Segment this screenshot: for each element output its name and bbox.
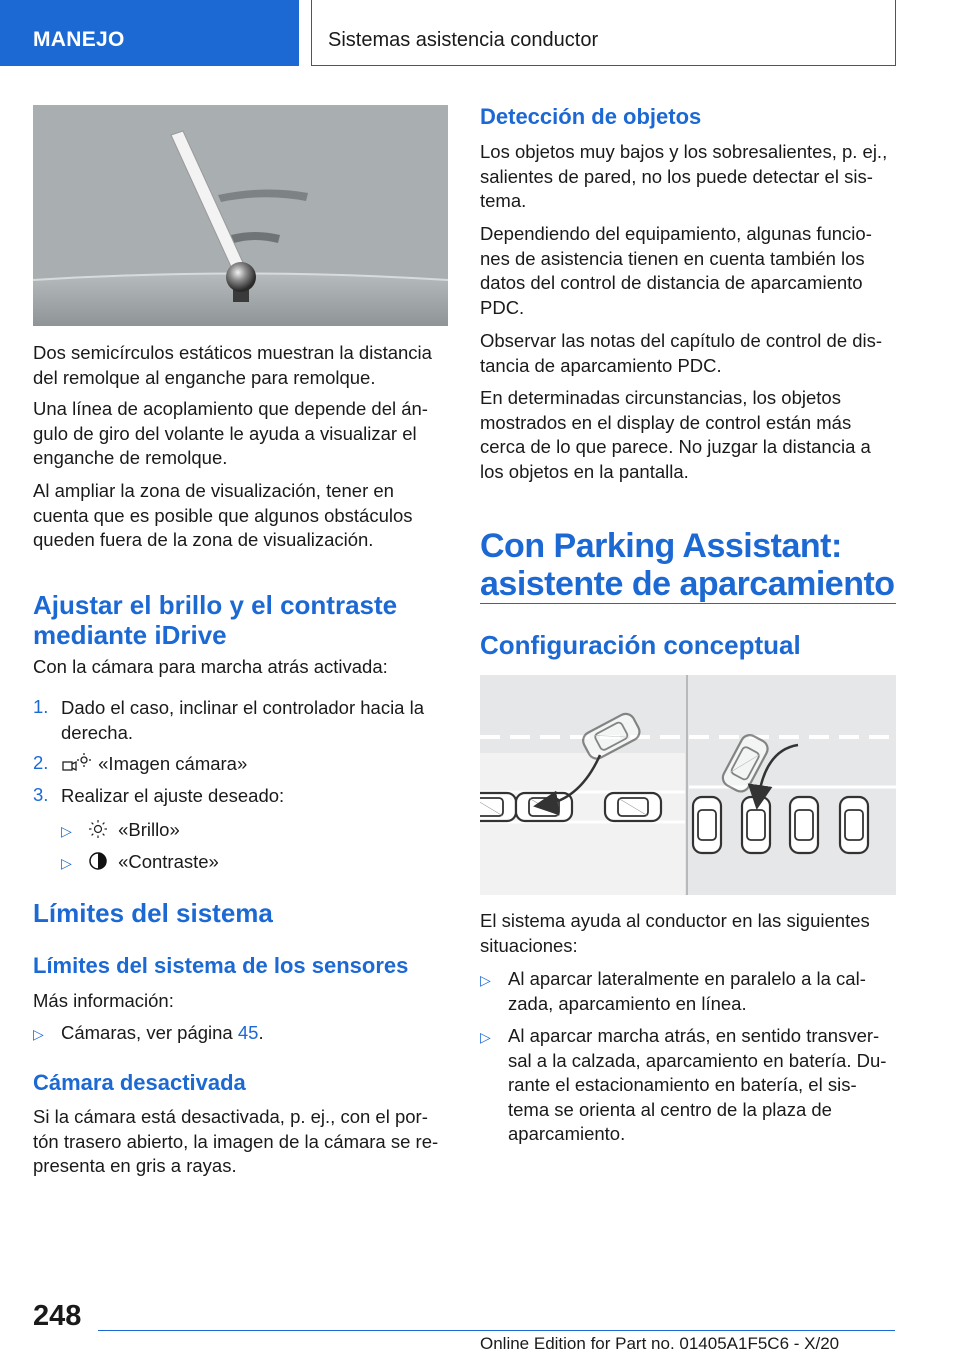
- system-limits-heading: Límites del sistema: [33, 898, 273, 928]
- option-contrast: [61, 850, 219, 876]
- parking-maneuver-illustration: [480, 675, 896, 895]
- trailer-hitch-illustration: [33, 105, 448, 326]
- heading-rule: [480, 603, 896, 604]
- contrast-option-label: «Contraste»: [118, 851, 219, 872]
- cameras-reference-period: .: [258, 1022, 264, 1043]
- chapter-tab: [311, 0, 896, 66]
- detection-para3-line2: tancia de aparcamiento PDC.: [480, 354, 722, 376]
- zoom-text-line2: cuenta que es posible que algunos obstáculos: [33, 504, 413, 526]
- steps-list: [33, 696, 448, 816]
- brightness-icon: [87, 819, 109, 839]
- step-1-number: 1.: [33, 696, 49, 717]
- detection-para1-line3: tema.: [480, 190, 527, 211]
- detection-para2-line4: PDC.: [480, 296, 525, 318]
- chapter-title: Sistemas asistencia conductor: [328, 29, 599, 51]
- assist-intro-line2: situaciones:: [480, 934, 578, 956]
- zoom-text-line3: queden fuera de la zona de visualización.: [33, 529, 374, 550]
- triangle-bullet-icon: ▷: [480, 972, 491, 988]
- perpendicular-parking-item: [480, 1024, 896, 1144]
- parallel-line1: Al aparcar lateralmente en paralelo a la cal-: [508, 968, 866, 989]
- detection-para4-line3: cerca de lo que parece. No juzgar la distancia a: [480, 436, 871, 457]
- edition-info: Online Edition for Part no. 01405A1F5C6 - X/20: [480, 1334, 840, 1353]
- detection-para1-line2: salientes de pared, no los puede detectar el sis-: [480, 165, 873, 187]
- triangle-bullet-icon: ▷: [33, 1026, 44, 1042]
- parallel-parking-item: [480, 967, 896, 1014]
- section-tab: [0, 0, 299, 66]
- perpendicular-line2: sal a la calzada, aparcamiento en batería. Du-: [508, 1049, 887, 1071]
- camera-off-line2: tón trasero abierto, la imagen de la cámara se re-: [33, 1130, 439, 1152]
- option-brightness: [61, 818, 180, 844]
- camera-off-line3: presenta en gris a rayas.: [33, 1155, 237, 1176]
- parking-assistant-heading: Con Parking Assistant: asistente de aparcamiento: [480, 527, 895, 603]
- footer-rule: [98, 1330, 895, 1331]
- page-45-link[interactable]: 45: [237, 1022, 259, 1043]
- brightness-option-label: «Brillo»: [118, 819, 180, 840]
- coupling-text-line1: Una línea de acoplamiento que depende del án-: [33, 398, 428, 419]
- detection-para2-line3: datos del control de distancia de aparcamiento: [480, 272, 863, 293]
- cameras-reference-text: Cámaras, ver página: [61, 1022, 233, 1043]
- object-detection-heading: Detección de objetos: [480, 104, 702, 129]
- detection-para3-line1: Observar las notas del capítulo de control de dis-: [480, 330, 883, 351]
- detection-para4-line4: los objetos en la pantalla.: [480, 460, 689, 482]
- perpendicular-line5: aparcamiento.: [508, 1123, 626, 1144]
- perpendicular-line1: Al aparcar marcha atrás, en sentido transver-: [508, 1025, 880, 1046]
- step-2-text: «Imagen cámara»: [98, 753, 248, 774]
- detection-para4-line1: En determinadas circunstancias, los objetos: [480, 387, 841, 408]
- step-3-number: 3.: [33, 784, 49, 805]
- detection-para4-line2: mostrados en el display de control están más: [480, 411, 852, 433]
- cameras-reference-item: [33, 1021, 264, 1047]
- step-3-text: Realizar el ajuste deseado:: [61, 785, 285, 806]
- distance-text-line2: del remolque al enganche para remolque.: [33, 366, 376, 388]
- camera-off-heading: Cámara desactivada: [33, 1070, 246, 1095]
- step-1-text-line2: derecha.: [61, 721, 133, 743]
- perpendicular-line4: tema se orienta al centro de la plaza de: [508, 1098, 832, 1120]
- camera-settings-icon: [61, 752, 93, 774]
- step-2-number: 2.: [33, 752, 49, 773]
- perpendicular-line3: rante el estacionamiento en batería, el sis-: [508, 1074, 857, 1095]
- zoom-text-line1: Al ampliar la zona de visualización, tener en: [33, 480, 394, 501]
- assist-intro-line1: El sistema ayuda al conductor en las siguientes: [480, 910, 870, 931]
- contrast-icon: [87, 851, 109, 871]
- detection-para2-line2: nes de asistencia tienen en cuenta también los: [480, 247, 865, 269]
- section-title: MANEJO: [33, 28, 125, 51]
- coupling-text-line2: gulo de giro del volante le ayuda a visualizar el: [33, 422, 417, 444]
- triangle-bullet-icon: ▷: [480, 1029, 491, 1045]
- camera-off-line1: Si la cámara está desactivada, p. ej., con el por-: [33, 1106, 428, 1127]
- more-info-label: Más información:: [33, 990, 174, 1011]
- coupling-text-line3: enganche de remolque.: [33, 447, 228, 468]
- step-1-text-line1: Dado el caso, inclinar el controlador hacia la: [61, 697, 425, 718]
- triangle-bullet-icon: ▷: [61, 855, 72, 871]
- triangle-bullet-icon: ▷: [61, 823, 72, 839]
- detection-para2-line1: Dependiendo del equipamiento, algunas funcio-: [480, 223, 872, 244]
- parallel-line2: zada, aparcamiento en línea.: [508, 992, 747, 1014]
- detection-para1-line1: Los objetos muy bajos y los sobresalientes, p. ej.,: [480, 141, 888, 162]
- brightness-contrast-heading: Ajustar el brillo y el contraste mediante iDrive: [33, 590, 398, 650]
- sensor-limits-heading: Límites del sistema de los sensores: [33, 953, 409, 978]
- distance-text-line1: Dos semicírculos estáticos muestran la distancia: [33, 342, 432, 363]
- camera-active-intro: Con la cámara para marcha atrás activada:: [33, 656, 388, 677]
- concept-heading: Configuración conceptual: [480, 630, 801, 660]
- page-number: 248: [33, 1300, 82, 1332]
